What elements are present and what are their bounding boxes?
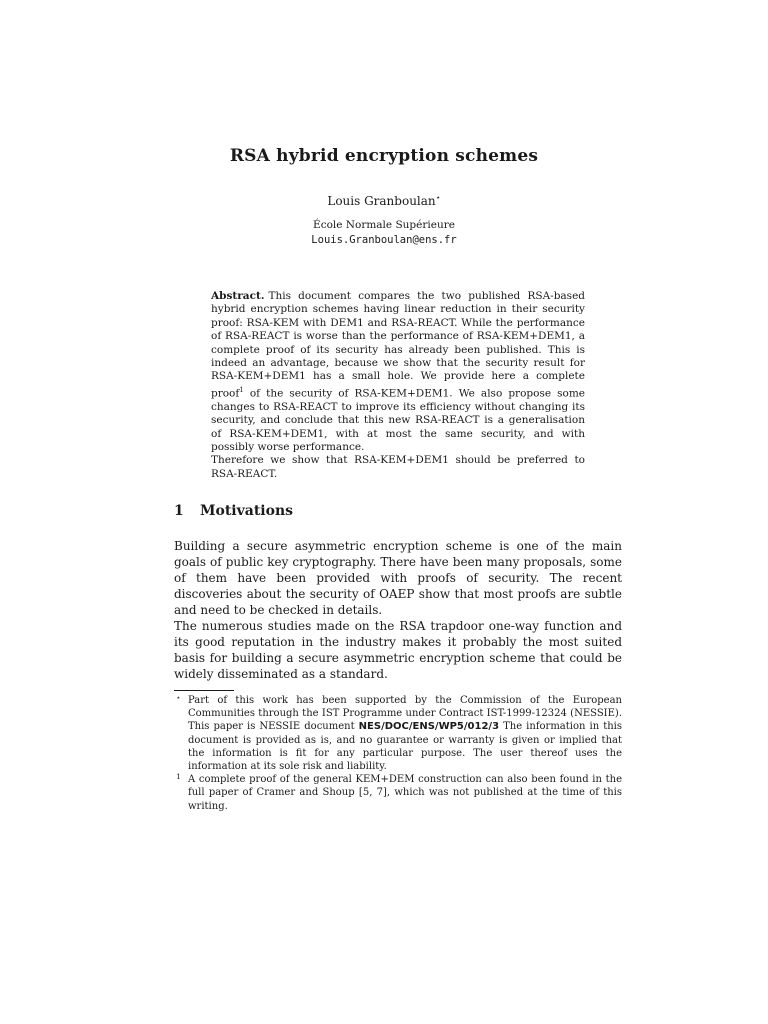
footnote-1 (174, 773, 622, 813)
footnote-rule (174, 690, 234, 691)
section-heading (174, 503, 622, 519)
footnote-star-text-after: The information in this document is provided as is, and no guarantee or warranty is given or implied that the information is fit for any particular purpose. The user thereof uses the information at its sole risk and liability. (188, 721, 622, 773)
author-footnote-mark: ⋆ (435, 193, 441, 202)
footnote-star (174, 694, 622, 773)
abstract-paragraph (211, 290, 585, 454)
abstract (211, 290, 585, 481)
footnotes (174, 694, 622, 813)
affiliation: École Normale Supérieure (313, 219, 455, 231)
abstract-label: Abstract. (211, 290, 265, 302)
nessie-document-id: NES/DOC/ENS/WP5/012/3 (358, 721, 500, 733)
footnote-1-mark: 1 (176, 772, 181, 782)
section-title: Motivations (200, 503, 294, 519)
abstract-conclusion: Therefore we show that RSA-KEM+DEM1 should be preferred to RSA-REACT. (211, 454, 585, 480)
footnote-1-text: A complete proof of the general KEM+DEM construction can also been found in the full paper of Cramer and Shoup [5, 7], which was not published at the time of this writing. (188, 774, 622, 812)
footnote-star-text-before: Part of this work has been supported by the Commission of the European Communities through the IST Programme under Contract IST-1999-12324 (NESSIE). This paper is NESSIE document (188, 695, 622, 733)
body-paragraph-1: Building a secure asymmetric encryption scheme is one of the main goals of public key cryptography. There have been many proposals, some of them have been provided with proofs of security. The recent discoveries about the security of OAEP show that most proofs are subtle and need to be checked in details. (174, 539, 622, 617)
author-line (0, 193, 768, 208)
paper-title: RSA hybrid encryption schemes (229, 146, 539, 166)
section-number: 1 (174, 503, 184, 519)
author-name: Louis Granboulan (327, 194, 436, 208)
body-paragraph-2: The numerous studies made on the RSA trapdoor one-way function and its good reputation in the industry makes it probably the most suited basis for building a secure asymmetric encryption scheme that could be widely disseminated as a standard. (174, 619, 622, 681)
section-body (174, 538, 622, 682)
footnote-star-mark: ⋆ (176, 693, 181, 702)
author-email: Louis.Granboulan@ens.fr (311, 234, 457, 246)
footnote-ref-1: 1 (239, 385, 244, 394)
abstract-text-2: of the security of RSA-KEM+DEM1. We also propose some changes to RSA-REACT to improve its efficiency without changing its security, and conclude that this new RSA-REACT is a generalisation of RSA-KEM+DEM1, with at most the same security, and with possibly worse performance. (211, 387, 585, 453)
abstract-text-1: This document compares the two published RSA-based hybrid encryption schemes having linear reduction in their security proof: RSA-KEM with DEM1 and RSA-REACT. While the performance of RSA-REACT is worse than the performance of RSA-KEM+DEM1, a complete proof of its security has already been published. This is indeed an advantage, because we show that the security result for RSA-KEM+DEM1 has a small hole. We provide here a complete proof (211, 290, 585, 400)
